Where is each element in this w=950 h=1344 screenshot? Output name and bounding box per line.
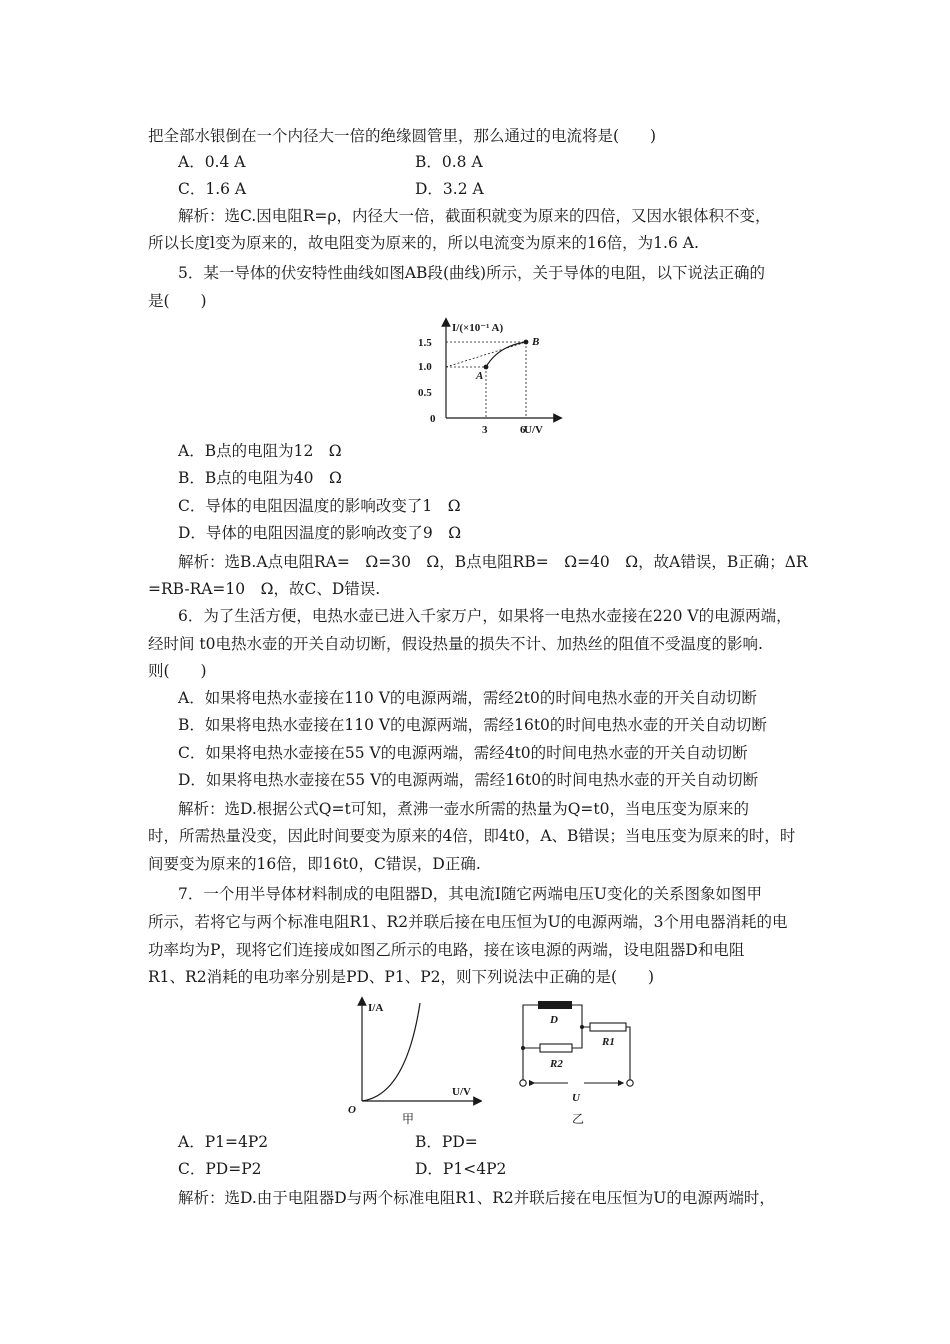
option-b: B．如果将电热水壶接在110 V的电源两端，需经16t0的时间电热水壶的开关自动切断 [178, 716, 767, 734]
solution-text: 解析：选D.由于电阻器D与两个标准电阻R1、R2并联后接在电压恒为U的电源两端时， [178, 1189, 775, 1207]
x-axis-label: U/V [524, 424, 543, 436]
x-axis-label: U/V [452, 1086, 471, 1098]
option-a: A．0.4 A [178, 153, 246, 171]
option-c: C．如果将电热水壶接在55 V的电源两端，需经4t0的时间电热水壶的开关自动切断 [178, 744, 748, 762]
y-axis-label: I/A [368, 1002, 384, 1014]
resistor-r2 [540, 1044, 572, 1052]
option-c: C．导体的电阻因温度的影响改变了1 Ω [178, 497, 461, 515]
y-tick-label: 0.5 [418, 387, 432, 399]
question-7-text: 7．一个用半导体材料制成的电阻器D，其电流I随它两端电压U变化的关系图象如图甲 [178, 885, 762, 903]
option-d: D．3.2 A [415, 180, 484, 198]
resistor-r1 [590, 1023, 626, 1031]
option-b: B．PD= [415, 1133, 478, 1151]
y-tick-label: 1.0 [418, 361, 432, 373]
wire [523, 1005, 538, 1080]
question-5-text: 是( ) [148, 292, 207, 310]
point-b-label: B [532, 336, 540, 348]
question-6-text: 经时间 t0电热水壶的开关自动切断，假设热量的损失不计、加热丝的阻值不受温度的影响. [148, 635, 763, 653]
wire [572, 1027, 582, 1048]
solution-text: 间要变为原来的16倍，即16t0，C错误，D正确. [148, 855, 481, 873]
iu-curve [362, 1003, 420, 1101]
y-tick-label: 0 [430, 413, 436, 425]
circuit-figure [514, 995, 638, 1127]
y-tick-label: 1.5 [418, 337, 432, 349]
wire [626, 1027, 630, 1080]
question-7-text: R1、R2消耗的电功率分别是PD、P1、P2，则下列说法中正确的是( ) [148, 968, 655, 986]
question-6-text: 则( ) [148, 662, 207, 680]
figure-caption: 乙 [572, 1112, 585, 1126]
option-b: B．B点的电阻为40 Ω [178, 469, 342, 487]
solution-text: 时，所需热量没变，因此时间要变为原来的4倍，即4t0，A、B错误；当电压变为原来的时，时 [148, 827, 796, 845]
option-b: B．0.8 A [415, 153, 483, 171]
point-a [484, 365, 489, 370]
point-b [524, 340, 529, 345]
point-a-label: A [476, 370, 484, 382]
iv-curve-figure [400, 316, 570, 438]
question-7-text: 所示，若将它与两个标准电阻R1、R2并联后接在电压恒为U的电源两端，3个用电器消耗的电 [148, 913, 788, 931]
resistor-r2-label: R2 [550, 1058, 563, 1070]
option-d: D．如果将电热水壶接在55 V的电源两端，需经16t0的时间电热水壶的开关自动切断 [178, 771, 759, 789]
x-tick-label: 6 [520, 424, 526, 436]
chord-line [446, 342, 526, 367]
origin-label: O [348, 1104, 356, 1116]
resistor-d [538, 1001, 572, 1009]
question-6-text: 6．为了生活方便，电热水壶已进入千家万户，如果将一电热水壶接在220 V的电源两端， [178, 607, 792, 625]
text-line: 把全部水银倒在一个内径大一倍的绝缘圆管里，那么通过的电流将是( ) [148, 127, 657, 145]
solution-text: 解析：选C.因电阻R=ρ，内径大一倍，截面积就变为原来的四倍，又因水银体积不变， [178, 207, 771, 225]
junction [521, 1046, 525, 1050]
voltage-label: U [572, 1092, 580, 1104]
option-d: D．导体的电阻因温度的影响改变了9 Ω [178, 524, 462, 542]
iv-curve [486, 342, 526, 367]
junction [580, 1025, 584, 1029]
terminal [627, 1080, 633, 1086]
iu-graph-figure [342, 995, 482, 1127]
wire [572, 1005, 590, 1027]
option-a: A．P1=4P2 [178, 1133, 269, 1151]
option-c: C．PD=P2 [178, 1160, 262, 1178]
option-a: A．B点的电阻为12 Ω [178, 442, 342, 460]
question-7-text: 功率均为P，现将它们连接成如图乙所示的电路，接在该电源的两端，设电阻器D和电阻 [148, 941, 745, 959]
solution-text: 解析：选B.A点电阻RA= Ω=30 Ω，B点电阻RB= Ω=40 Ω，故A错误，B正确；ΔR [178, 553, 808, 571]
solution-text: 解析：选D.根据公式Q=t可知，煮沸一壶水所需的热量为Q=t0，当电压变为原来的 [178, 800, 750, 818]
figure-caption: 甲 [402, 1112, 415, 1126]
option-a: A．如果将电热水壶接在110 V的电源两端，需经2t0的时间电热水壶的开关自动切断 [178, 689, 757, 707]
option-c: C．1.6 A [178, 180, 247, 198]
solution-text: 所以长度l变为原来的，故电阻变为原来的，所以电流变为原来的16倍，为1.6 A. [148, 234, 699, 252]
solution-text: =RB-RA=10 Ω，故C、D错误. [148, 580, 381, 598]
question-5-text: 5．某一导体的伏安特性曲线如图AB段(曲线)所示，关于导体的电阻，以下说法正确的 [178, 264, 766, 282]
y-axis-label: I/(×10⁻¹ A) [452, 322, 504, 334]
x-tick-label: 3 [482, 424, 488, 436]
terminal [520, 1080, 526, 1086]
option-d: D．P1<4P2 [415, 1160, 507, 1178]
resistor-d-label: D [550, 1014, 558, 1026]
resistor-r1-label: R1 [602, 1036, 615, 1048]
